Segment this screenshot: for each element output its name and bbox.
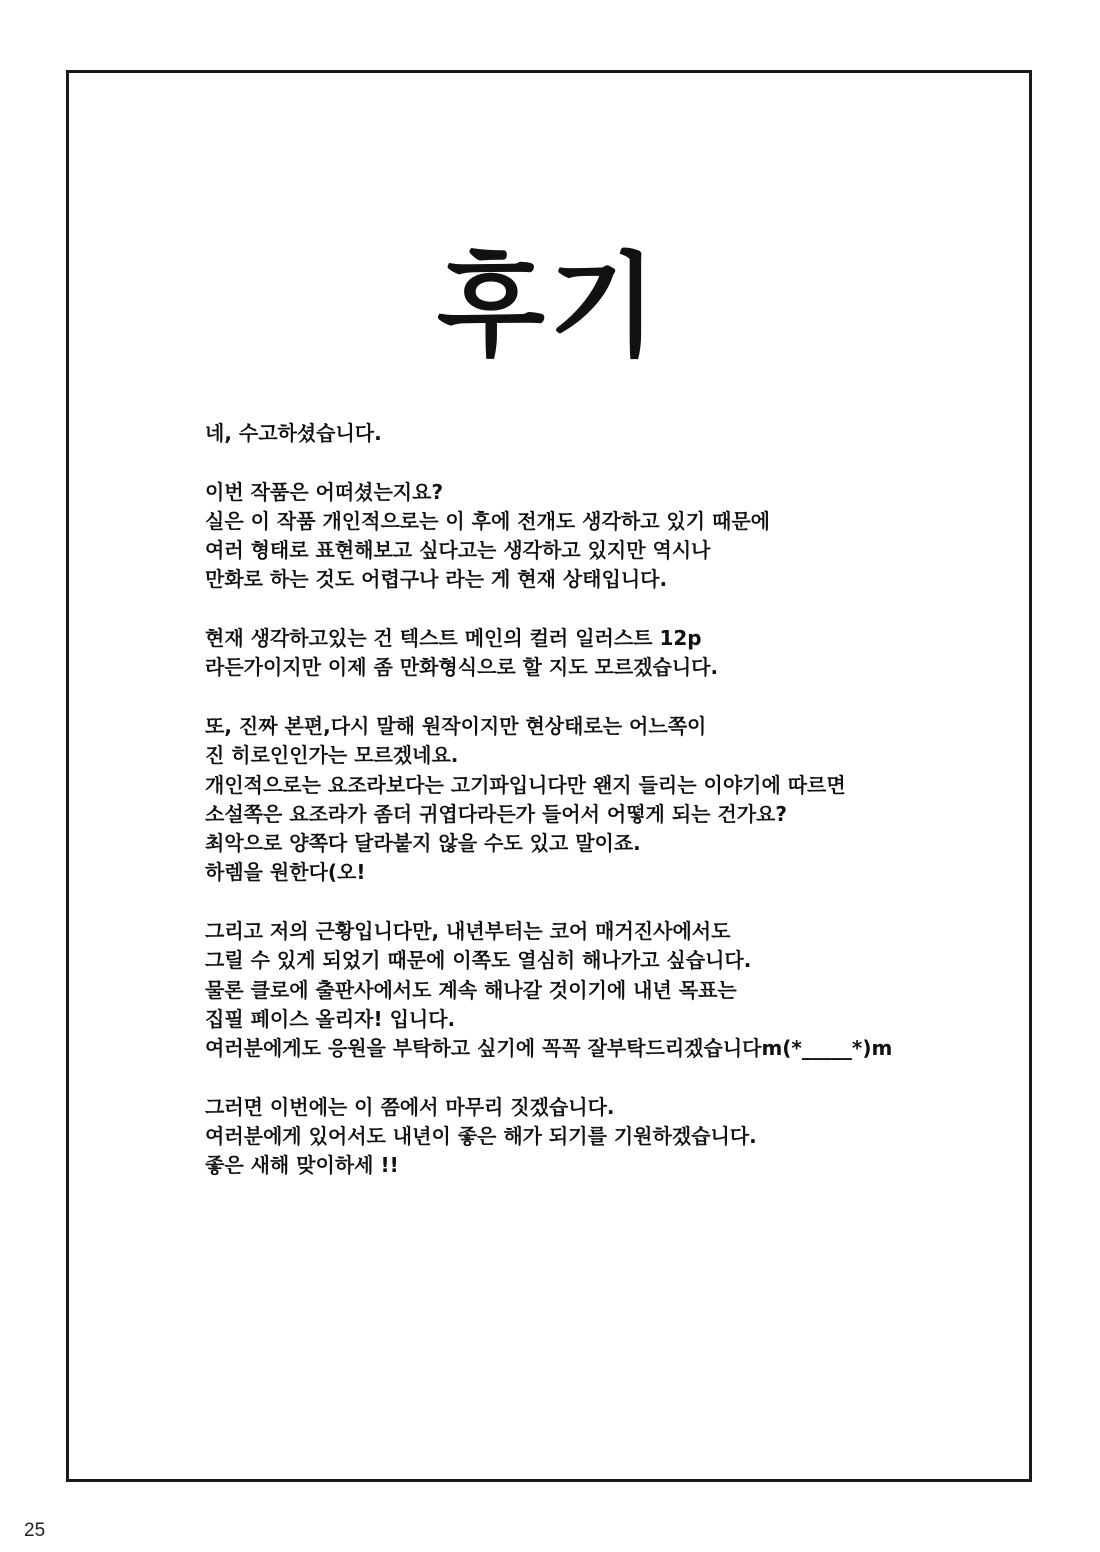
text-line: 물론 클로에 출판사에서도 계속 해나갈 것이기에 내년 목표는 [205,977,737,1002]
text-line: 그러면 이번에는 이 쯤에서 마무리 짓겠습니다. [205,1094,615,1119]
paragraph-2 [205,478,1005,595]
page-frame [66,70,1032,1482]
text-line: 그릴 수 있게 되었기 때문에 이쪽도 열심히 해나가고 싶습니다. [205,948,752,973]
text-line: 최악으로 양쪽다 달라붙지 않을 수도 있고 말이죠. [205,831,641,856]
page-number: 25 [24,1520,46,1541]
afterword-body [205,419,1005,1181]
text-line: 여러분에게 있어서도 내년이 좋은 해가 되기를 기원하겠습니다. [205,1124,757,1149]
text-line: 여러 형태로 표현해보고 싶다고는 생각하고 있지만 역시나 [205,538,711,563]
paragraph-5 [205,917,1005,1063]
text-line: 좋은 새해 맞이하세 !! [205,1153,399,1178]
text-line: 네, 수고하셨습니다. [205,421,382,445]
text-line: 만화로 하는 것도 어렵구나 라는 게 현재 상태입니다. [205,567,668,592]
page-title: 후기 [436,242,662,372]
text-line: 라든가이지만 이제 좀 만화형식으로 할 지도 모르겠습니다. [205,655,719,680]
text-line: 진 히로인인가는 모르겠네요. [205,743,459,768]
text-line: 이번 작품은 어떠셨는지요? [205,479,444,504]
paragraph-4 [205,712,1005,888]
text-line: 개인적으로는 요조라보다는 고기파입니다만 왠지 들리는 이야기에 따르면 [205,772,846,797]
text-line: 여러분에게도 응원을 부탁하고 싶기에 꼭꼭 잘부탁드리겠습니다m(*_____*)m [205,1036,893,1061]
text-line: 소설쪽은 요조라가 좀더 귀엽다라든가 들어서 어떻게 되는 건가요? [205,801,787,826]
paragraph-1 [205,419,1005,448]
text-line: 또, 진짜 본편,다시 말해 원작이지만 현상태로는 어느쪽이 [205,713,707,738]
text-line: 집필 페이스 올리자! 입니다. [205,1006,456,1031]
text-line: 실은 이 작품 개인적으로는 이 후에 전개도 생각하고 있기 때문에 [205,508,770,533]
text-line: 하렘을 원한다(오! [205,860,366,885]
paragraph-3 [205,624,1005,683]
text-line: 현재 생각하고있는 건 텍스트 메인의 컬러 일러스트 12p [205,626,702,651]
paragraph-6 [205,1093,1005,1181]
text-line: 그리고 저의 근황입니다만, 내년부터는 코어 매거진사에서도 [205,919,731,944]
